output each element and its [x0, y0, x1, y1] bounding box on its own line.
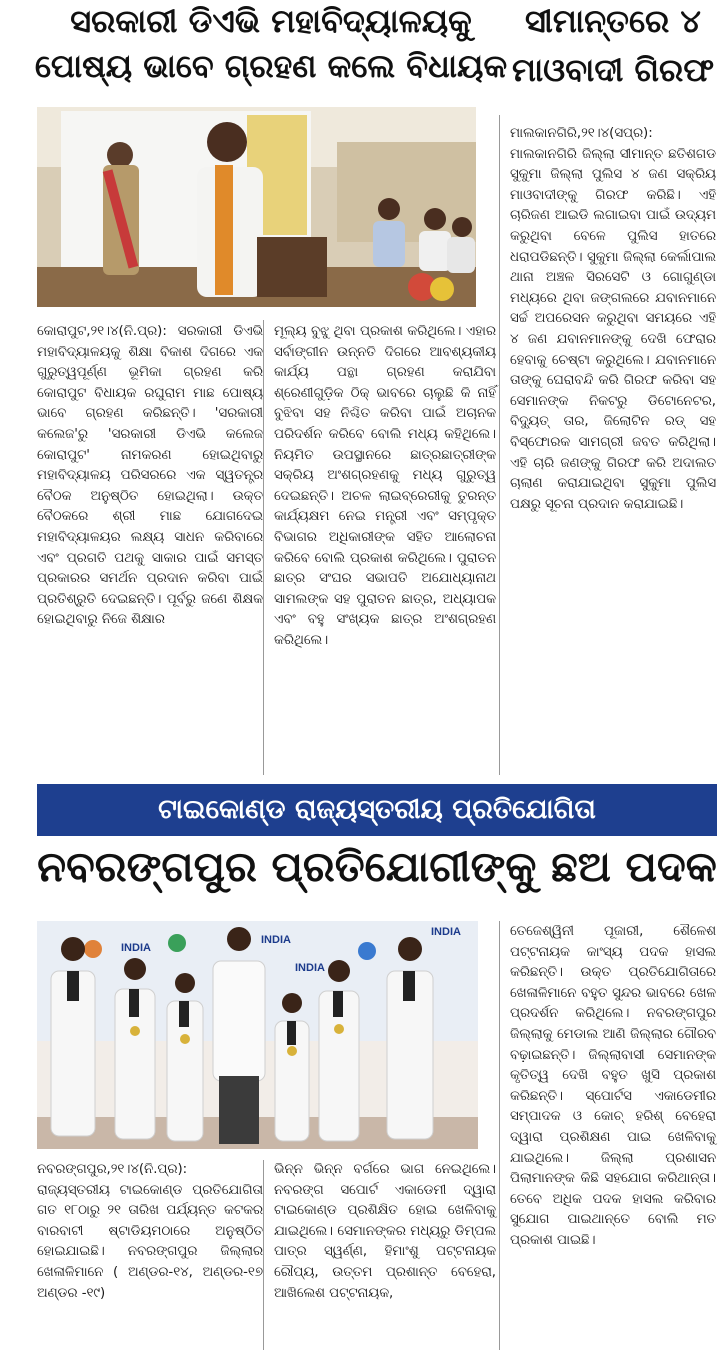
story2-headline-line1: ସୀମାନ୍ତରେ ୪: [525, 2, 701, 40]
story3-column-2-text: ଭିନ୍ନ ଭିନ୍ନ ବର୍ଗରେ ଭାଗ ନେଇଥିଲେ। ନବରଙ୍ଗ ସପୋର୍ଟ ଏକାଡେମୀ ଦ୍ୱାରା ଟାଇକୋଣ୍ଡ ପ୍ରଶିକ୍ଷିତ ହୋଇ ଖେଳିବାକୁ ଯାଇଥିଲେ। ସେମାନଙ୍କର ମଧ୍ୟରୁ ଡିମ୍ପଲ ପାତ୍ର ସ୍ୱର୍ଣ୍ଣ, ହିମାଂଶୁ ପଟ୍ଟନାୟକ ରୌପ୍ୟ, ଉତ୍ତମ ପ୍ରଶାନ୍ତ ବେହେରା, ଆଖିଲେଶ ପଟ୍ଟନାୟକ,: [274, 1162, 496, 1301]
story1-photo: [37, 107, 476, 307]
column-rule: [499, 921, 500, 1350]
photo-banner-text: INDIA: [431, 926, 461, 938]
column-rule: [499, 115, 500, 775]
story1-column-1: [37, 322, 263, 631]
story1-headline: [34, 4, 508, 84]
story1-photo-image: [37, 107, 476, 307]
story2-column-text: ମାଲକାନଗିରି,୨୧।୪(ସପ୍ର): ମାଲକାନଗିରି ଜିଲ୍ଲା ସୀମାନ୍ତ ଛତିଶଗଡ ସୁକୁମା ଜିଲ୍ଲା ପୁଲିସ ୪ ଜଣ ସକ୍ରିୟ ମାଓବାଦୀଙ୍କୁ ଗିରଫ କରିଛି। ଏହି ଚାରିଜଣ ଆଇଡି ଲଗାଇବା ପାଇଁ ଉଦ୍ୟମ କରୁଥିବା ବେଳେ ପୁଲିସ ହାତରେ ଧରାପଡିଛନ୍ତି। ସୁକୁମା ଜିଲ୍ଲା କେର୍ଲାପାଲ ଥାନା ଅଞ୍ଚଳ ସିରସେଟି ଓ ଗୋଗୁଣ୍ଡା ମଧ୍ୟରେ ଥିବା ଜଙ୍ଗଲରେ ଯବାନମାନେ ସର୍ଚ୍ଚ ଅପରେସନ କରୁଥିବା ସମୟରେ ଏହି ୪ ଜଣ ଯବାନମାନଙ୍କୁ ଦେଖି ଫେରାର ହେବାକୁ ଚେଷ୍ଟା କରୁଥିଲେ। ଯବାନମାନେ ତାଙ୍କୁ ଘେରାବନ୍ଦି କରି ଗିରଫ କରିବା ସହ ସେମାନଙ୍କ ନିକଟରୁ ଡିଟୋନେଟର, ବିଦ୍ୟୁତ୍ ତାର, ଜିଲୋଟିନ ରଡ୍ ସହ ବିସ୍ଫୋରକ ସାମଗ୍ରୀ ଜବତ କରିଥିଲା। ଏହି ଚାରି ଜଣଙ୍କୁ ଗିରଫ କରି ଅଦାଲତ ଚାଲାଣ କରାଯାଇଥିବା ସୁକୁମା ପୁଲିସ ପକ୍ଷରୁ ସୂଚନା ପ୍ରଦାନ କରାଯାଇଛି।: [510, 126, 716, 512]
story1-column-2: [274, 322, 496, 652]
column-rule: [263, 320, 264, 775]
story3-right-column: [510, 922, 716, 1252]
story3-headline-text: ନବରଙ୍ଗପୁର ପ୍ରତିଯୋଗୀଙ୍କୁ ଛଅ ପଦକ: [37, 842, 717, 891]
photo-banner-text: INDIA: [295, 962, 325, 974]
column-rule: [263, 1160, 264, 1350]
story1-headline-line1: ସରକାରୀ ଡିଏଭି ମହାବିଦ୍ୟାଳୟକୁ: [70, 2, 472, 40]
story3-column-1: [37, 1160, 263, 1304]
photo-banner-text: INDIA: [121, 942, 151, 954]
photo-banner-text: INDIA: [261, 934, 291, 946]
story1-headline-line2: ପୋଷ୍ୟ ଭାବେ ଗ୍ରହଣ କଲେ ବିଧାୟକ: [34, 47, 508, 86]
story3-banner-text: ଟାଇକୋଣ୍ଡ ରାଜ୍ୟସ୍ତରୀୟ ପ୍ରତିଯୋଗିତା: [158, 794, 596, 825]
story3-column-1-text: ନବରଙ୍ଗପୁର,୨୧।୪(ନି.ପ୍ର): ରାଜ୍ୟସ୍ତରୀୟ ଟାଇକୋଣ୍ଡ ପ୍ରତିଯୋଗିତା ଗତ ୧୮ଠାରୁ ୨୧ ତାରିଖ ପର୍ଯ୍ୟନ୍ତ କଟକର ବାରବାଟୀ ଷ୍ଟାଡିୟମଠାରେ ଅନୁଷ୍ଠିତ ହୋଇଯାଇଛି। ନବରଙ୍ଗପୁର ଜିଲ୍ଲାର ଖେଳାଳିମାନେ ( ଅଣ୍ଡର-୧୪, ଅଣ୍ଡର-୧୭ ଅଣ୍ଡର -୧୯): [37, 1162, 263, 1301]
story3-right-column-text: ତେଜେଶ୍ୱିନୀ ପୂଜାରୀ, ଶୈଳେଶ ପଟ୍ଟନାୟକ କାଂସ୍ୟ ପଦକ ହାସଲ କରିଛନ୍ତି। ଉକ୍ତ ପ୍ରତିଯୋଗିତାରେ ଖେଳାଳିମାନେ ବହୁତ ସୁନ୍ଦର ଭାବରେ ଖେଳ ପ୍ରଦର୍ଶନ କରିଥିଲେ। ନବରଙ୍ଗପୁର ଜିଲ୍ଲାକୁ ମେଡାଲ ଆଣି ଜିଲ୍ଲାର ଗୌରବ ବଢ଼ାଇଛନ୍ତି। ଜିଲ୍ଲାବାସୀ ସେମାନଙ୍କ କୃତିତ୍ୱ ଦେଖି ବହୁତ ଖୁସି ପ୍ରକାଶ କରିଛନ୍ତି। ସ୍ପୋର୍ଟସ ଏକାଡେମୀର ସମ୍ପାଦକ ଓ କୋଚ୍ ହରିଶ୍ ବେହେରା ଦ୍ୱାରା ପ୍ରଶିକ୍ଷଣ ପାଇ ଖେଳିବାକୁ ଯାଇଥିଲେ। ଜିଲ୍ଲା ପ୍ରଶାସନ ପିଲାମାନଙ୍କ କିଛି ସହଯୋଗ କରିଥାନ୍ତା। ତେବେ ଅଧିକ ପଦକ ହାସଲ କରିବାର ସୁଯୋଗ ପାଇଥାନ୍ତେ ବୋଲି ମତ ପ୍ରକାଶ ପାଇଛି।: [510, 924, 716, 1248]
story2-headline-line2: ମାଓବାଦୀ ଗିରଫ: [511, 51, 715, 90]
story3-photo-image: [37, 921, 478, 1149]
story3-banner: [37, 784, 717, 836]
story2-headline: [508, 4, 718, 88]
story3-photo: [37, 921, 478, 1149]
story3-headline: [37, 844, 717, 890]
story1-column-1-text: କୋରାପୁଟ,୨୧।୪(ନି.ପ୍ର): ସରକାରୀ ଡିଏଭି ମହାବିଦ୍ୟାଳୟକୁ ଶିକ୍ଷା ବିକାଶ ଦିଗରେ ଏକ ଗୁରୁତ୍ୱପୂର୍ଣ୍ଣ ଭୂମିକା ଗ୍ରହଣ କରି କୋରାପୁଟ ବିଧାୟକ ରଘୁରାମ ମାଛ ପୋଷ୍ୟ ଭାବେ ଗ୍ରହଣ କରିଛନ୍ତି। 'ସରକାରୀ କଲେଜ'ରୁ 'ସରକାରୀ ଡିଏଭି କଲେଜ କୋରାପୁଟ' ନାମକରଣ ହୋଇଥିବାରୁ ମହାବିଦ୍ୟାଳୟ ପରିସରରେ ଏକ ସ୍ୱତନ୍ତ୍ର ବୈଠକ ଅନୁଷ୍ଠିତ ହୋଇଥିଲା। ଉକ୍ତ ବୈଠକରେ ଶ୍ରୀ ମାଛ ଯୋଗଦେଇ ମହାବିଦ୍ୟାଳୟର ଲକ୍ଷ୍ୟ ସାଧନ କରିବାରେ ଏବଂ ପ୍ରଗତି ପଥକୁ ସାକାର ପାଇଁ ସମସ୍ତ ପ୍ରକାରର ସମର୍ଥନ ପ୍ରଦାନ କରିବା ପାଇଁ ପ୍ରତିଶ୍ରୁତି ଦେଇଛନ୍ତି। ପୂର୍ବରୁ ଜଣେ ଶିକ୍ଷକ ହୋଇଥିବାରୁ ନିଜେ ଶିକ୍ଷାର: [37, 324, 263, 628]
story1-column-2-text: ମୂଲ୍ୟ ବୁଝୁ ଥିବା ପ୍ରକାଶ କରିଥିଲେ। ଏହାର ସର୍ବାଙ୍ଗୀନ ଉନ୍ନତି ଦିଗରେ ଆବଶ୍ୟକୀୟ କାର୍ଯ୍ୟ ପନ୍ଥା ଗ୍ରହଣ କରାଯିବା ଶ୍ରେଣୀଗୁଡ଼ିକ ଠିକ୍ ଭାବରେ ଚାଲୁଛି କି ନାହିଁ ବୁଝିବା ସହ ନିଶ୍ଚିତ କରିବା ପାଇଁ ଅଚାନକ ପରିଦର୍ଶନ କରିବେ ବୋଲି ମଧ୍ୟ କହିଥିଲେ। ନିୟମିତ ଉପସ୍ଥାନରେ ଛାତ୍ରଛାତ୍ରୀଙ୍କ ସକ୍ରିୟ ଅଂଶଗ୍ରହଣକୁ ମଧ୍ୟ ଗୁରୁତ୍ୱ ଦେଇଛନ୍ତି। ଅଚଳ ଲାଇବ୍ରେରୀକୁ ତୁରନ୍ତ କାର୍ଯ୍ୟକ୍ଷମ ନେଇ ମନ୍ତ୍ରୀ ଏବଂ ସମ୍ପୃକ୍ତ ବିଭାଗର ଅଧିକାରୀଙ୍କ ସହିତ ଆଲୋଚନା କରିବେ ବୋଲି ପ୍ରକାଶ କରିଥିଲେ। ପୁରାତନ ଛାତ୍ର ସଂଘର ସଭାପତି ଅଯୋଧ୍ୟାନାଥ ସାମଲଙ୍କ ସହ ପୁରାତନ ଛାତ୍ର, ଅଧ୍ୟାପକ ଏବଂ ବହୁ ସଂଖ୍ୟକ ଛାତ୍ର ଅଂଶଗ୍ରହଣ କରିଥିଲେ।: [274, 324, 496, 648]
story3-column-2: [274, 1160, 496, 1304]
story2-column: [510, 124, 716, 515]
